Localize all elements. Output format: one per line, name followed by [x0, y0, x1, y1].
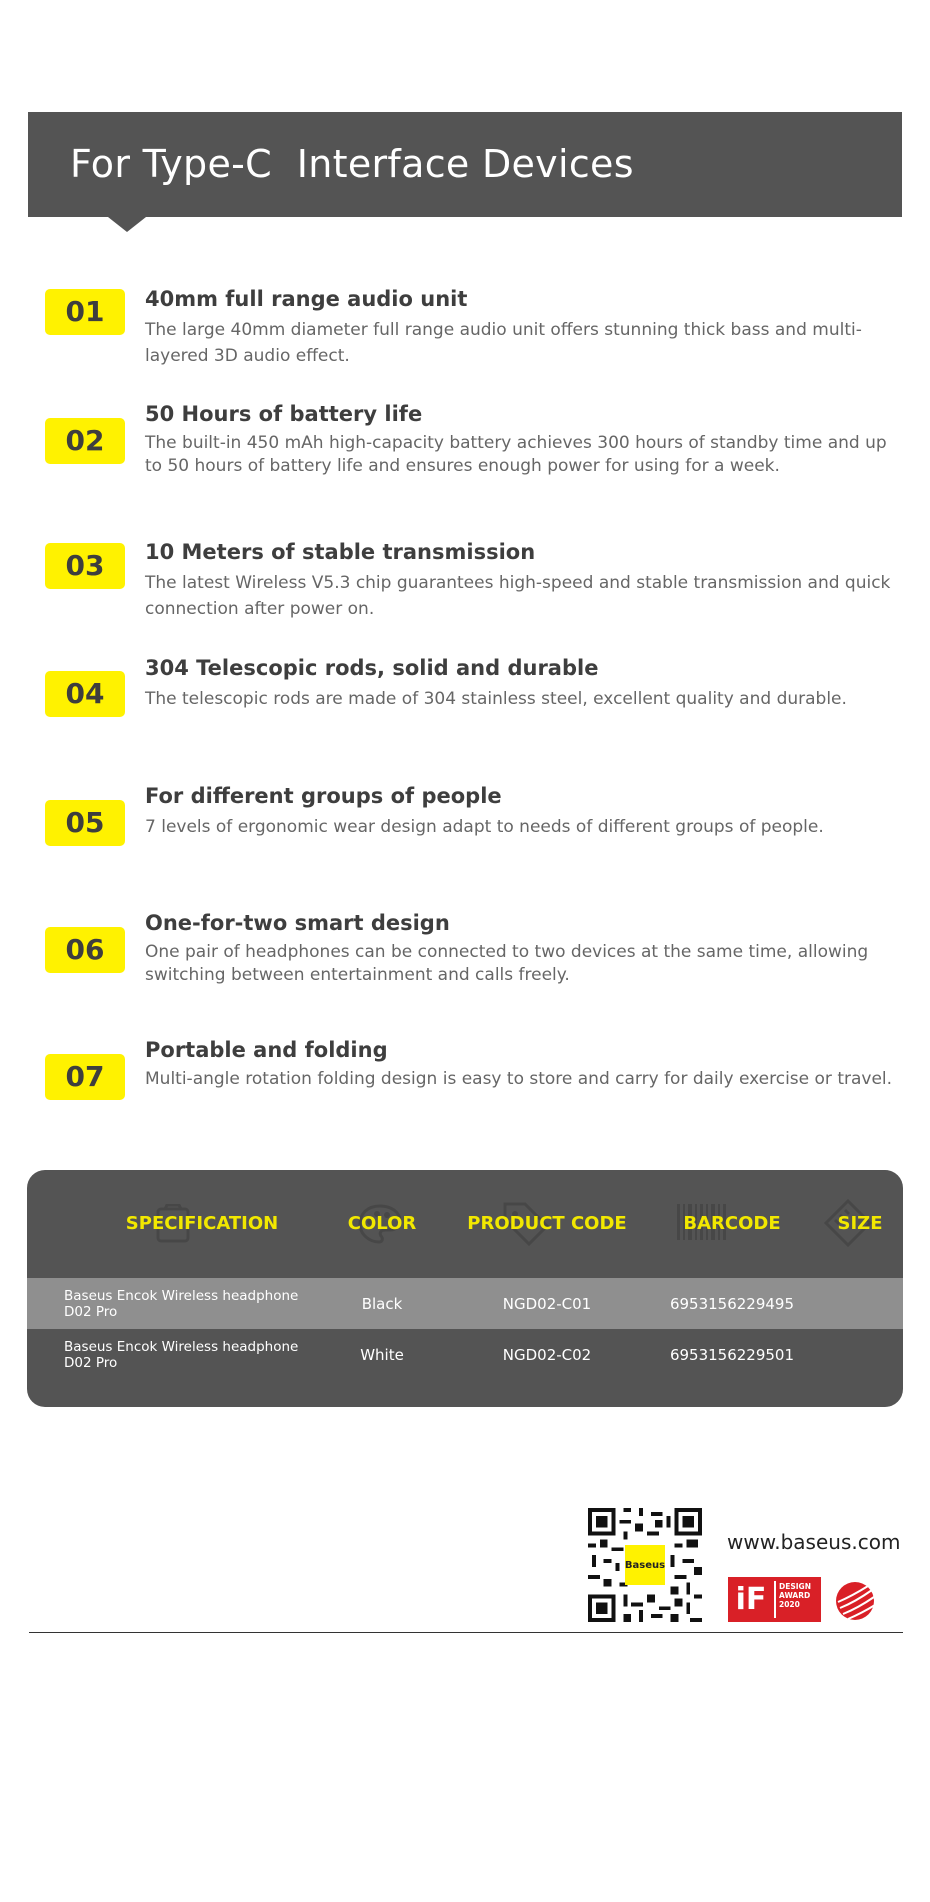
feature-description: The latest Wireless V5.3 chip guarantees high-speed and stable transmission and quick connection after power on. [145, 573, 891, 619]
qr-center-logo: Baseus [625, 1545, 665, 1585]
cell-color: Black [361, 1294, 403, 1313]
table-row [27, 1278, 903, 1329]
spec-table [27, 1170, 903, 1407]
cell-specification: Baseus Encok Wireless headphone D02 Pro [64, 1338, 299, 1371]
if-award-line3: 2020 [779, 1600, 800, 1609]
feature-title: For different groups of people [145, 784, 502, 808]
feature-title: 40mm full range audio unit [145, 287, 468, 311]
table-row [27, 1329, 903, 1380]
feature-number-badge: 05 [45, 800, 125, 846]
feature-number-badge: 07 [45, 1054, 125, 1100]
feature-number-badge: 04 [45, 671, 125, 717]
spec-table-header [27, 1170, 903, 1278]
footer-divider [29, 1632, 903, 1633]
if-award-line2: AWARD [779, 1591, 811, 1600]
feature-number-badge: 01 [45, 289, 125, 335]
cell-color: White [360, 1345, 404, 1364]
header-barcode: BARCODE [683, 1213, 781, 1234]
cell-product-code: NGD02-C01 [502, 1294, 592, 1313]
feature-description: The built-in 450 mAh high-capacity battery achieves 300 hours of standby time and up to 50 hours of battery life and ensures enough power for using for a week. [145, 433, 887, 476]
if-logo: iF [735, 1582, 767, 1617]
banner-pointer [108, 217, 146, 232]
feature-description: One pair of headphones can be connected to two devices at the same time, allowing switching between entertainment and calls freely. [145, 942, 869, 985]
feature-title: 50 Hours of battery life [145, 402, 423, 426]
cell-barcode: 6953156229501 [669, 1345, 795, 1364]
banner-title: For Type-C Interface Devices [70, 142, 634, 186]
if-award-line1: DESIGN [779, 1582, 811, 1591]
red-dot-award-icon [834, 1580, 876, 1622]
feature-description: The large 40mm diameter full range audio unit offers stunning thick bass and multi-layered 3D audio effect. [145, 320, 862, 366]
website-link[interactable]: www.baseus.com [727, 1530, 901, 1554]
if-award-text [779, 1582, 811, 1609]
feature-title: One-for-two smart design [145, 911, 450, 935]
header-specification: SPECIFICATION [125, 1213, 279, 1234]
feature-description: Multi-angle rotation folding design is easy to store and carry for daily exercise or travel. [145, 1069, 893, 1089]
cell-size [817, 1278, 903, 1329]
cell-size [817, 1329, 903, 1380]
header-size: SIZE [837, 1213, 883, 1234]
feature-number-badge: 02 [45, 418, 125, 464]
feature-title: 304 Telescopic rods, solid and durable [145, 656, 599, 680]
feature-number-badge: 06 [45, 927, 125, 973]
if-divider [774, 1581, 776, 1618]
feature-title: 10 Meters of stable transmission [145, 540, 536, 564]
cell-specification: Baseus Encok Wireless headphone D02 Pro [64, 1287, 299, 1320]
feature-description: The telescopic rods are made of 304 stainless steel, excellent quality and durable. [145, 689, 847, 709]
cell-barcode: 6953156229495 [669, 1294, 795, 1313]
feature-title: Portable and folding [145, 1038, 388, 1062]
header-product-code: PRODUCT CODE [467, 1213, 627, 1234]
header-banner [28, 112, 902, 217]
feature-number-badge: 03 [45, 543, 125, 589]
cell-product-code: NGD02-C02 [502, 1345, 592, 1364]
header-color: COLOR [347, 1213, 417, 1234]
if-design-award-badge [728, 1577, 821, 1622]
feature-description: 7 levels of ergonomic wear design adapt to needs of different groups of people. [145, 817, 824, 837]
